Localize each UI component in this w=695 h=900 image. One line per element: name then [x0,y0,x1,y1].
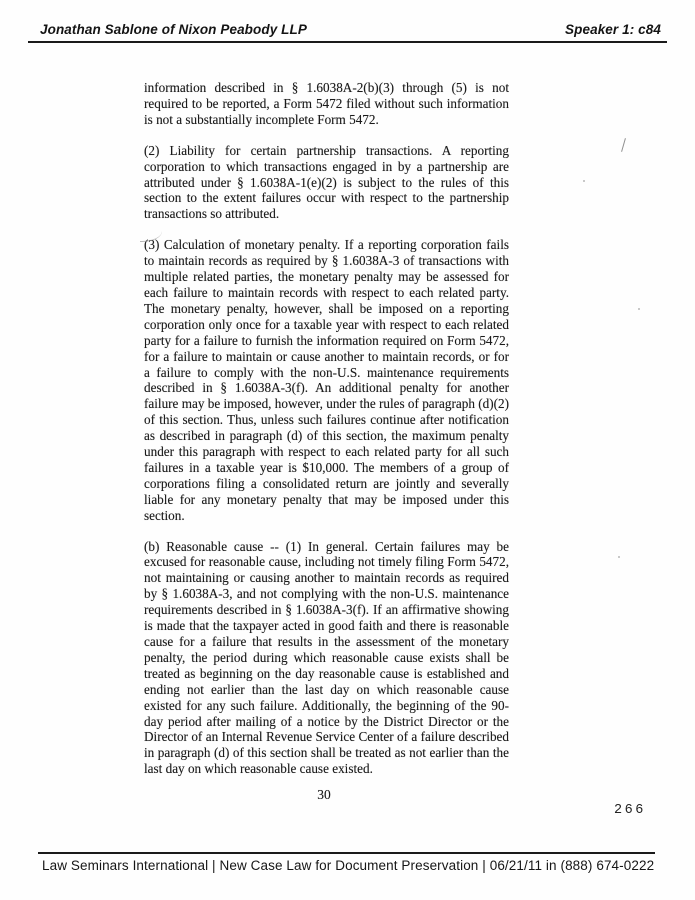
paragraph-b-reasonable-cause: (b) Reasonable cause -- (1) In general. Certain failures may be excused for reasonable cause, including not timely filing Form 5472, not maintaining or causing another to maintain records as required by § 1.6038A-3, and not complying with the non-U.S. maintenance requirements described in § 1.6038A-3(f). If an affirmative showing is made that the taxpayer acted in good faith and there is reasonable cause for a failure that results in the assessment of the monetary penalty, the period during which reasonable cause exists shall be treated as beginning on the day reasonable cause is established and ending not earlier than the last day on which reasonable cause existed for any such failure. Additionally, the beginning of the 90-day period after mailing of a notice by the District Director or the Director of an Internal Revenue Service Center of a failure described in paragraph (d) of this section shall be treated as not earlier than the last day on which reasonable cause existed. [144,538,509,777]
paragraph-2-partnership-liability: (2) Liability for certain partnership transactions. A reporting corporation to which transactions engaged in by a partnership are attributed under § 1.6038A-1(e)(2) is subject to the rules of this section to the extent failures occur with respect to the partnership transactions so attributed. [144,142,509,222]
footer-text: Law Seminars International | New Case Law for Document Preservation | 06/21/11 in (888) 674-0222 [42,858,655,873]
scan-artifact-speck [618,556,620,558]
footer-rule [38,852,655,854]
header-author: Jonathan Sablone of Nixon Peabody LLP [40,22,307,37]
page-header [28,22,667,37]
document-body [144,80,509,792]
scan-artifact-speck [638,308,640,310]
stamp-number: 266 [614,803,646,818]
scan-artifact-slash [621,138,626,152]
page-number: 30 [317,787,331,802]
header-rule [28,41,667,43]
scan-artifact-speck [583,180,585,182]
header-speaker-label: Speaker 1: c84 [565,22,661,37]
paragraph-continuation: information described in § 1.6038A-2(b)(3) through (5) is not required to be reported, a Form 5472 filed without such information is not a substantially incomplete Form 5472. [144,80,509,127]
paragraph-3-monetary-penalty: (3) Calculation of monetary penalty. If a reporting corporation fails to maintain records as required by § 1.6038A-3 of transactions with multiple related parties, the monetary penalty may be assessed for each failure to maintain records with respect to each related party. The monetary penalty, however, shall be imposed on a reporting corporation only once for a taxable year with respect to each related party for a failure to furnish the information required on Form 5472, for a failure to maintain or cause another to maintain records, or for a failure to comply with the non-U.S. maintenance requirements described in § 1.6038A-3(f). An additional penalty for another failure may be imposed, however, under the rules of paragraph (d)(2) of this section. Thus, unless such failures continue after notification as described in paragraph (d) of this section, the maximum penalty under this paragraph with respect to each related party for all such failures in a taxable year is $10,000. The members of a group of corporations filing a consolidated return are jointly and severally liable for any monetary penalty that may be imposed under this section. [144,237,509,523]
